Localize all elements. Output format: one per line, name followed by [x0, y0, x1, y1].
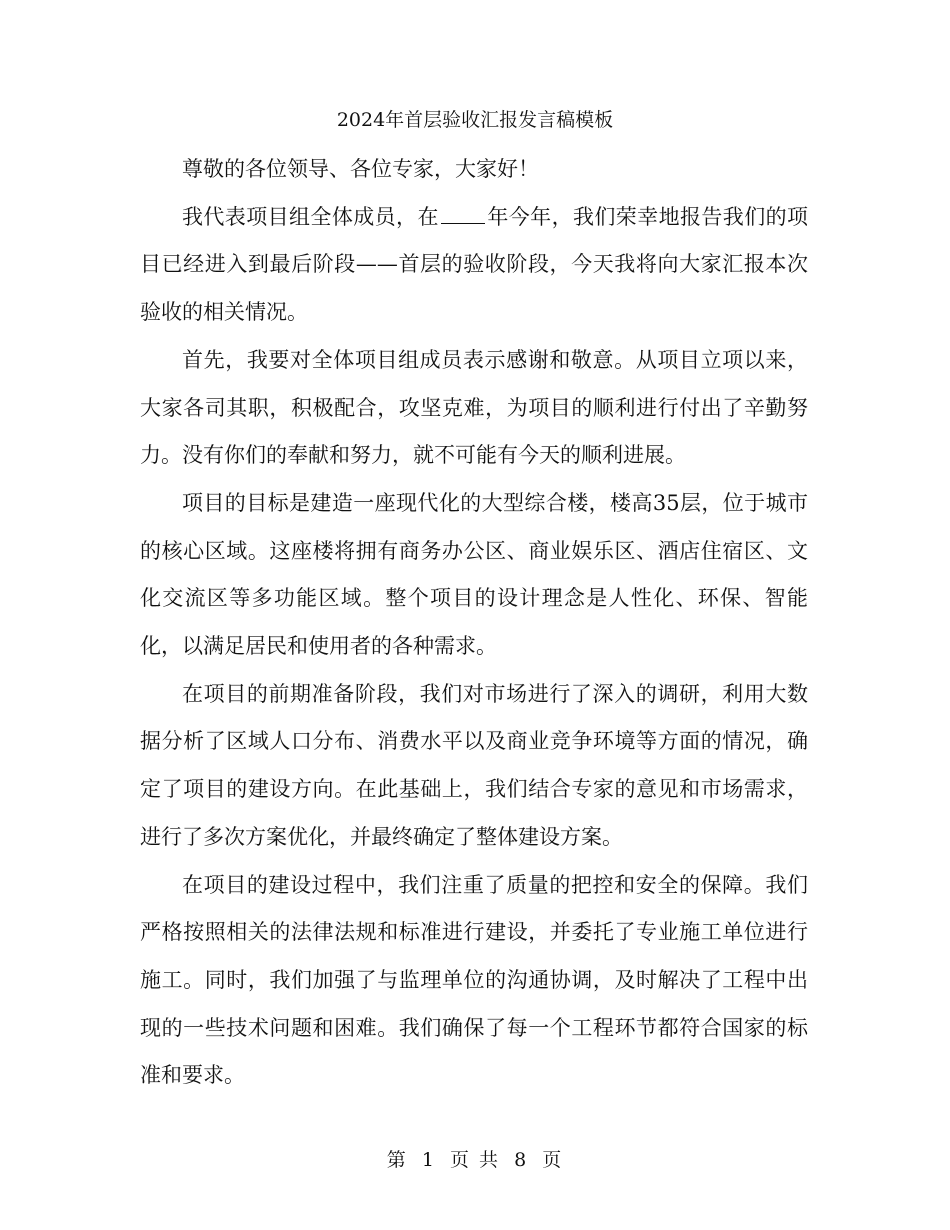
body-paragraph: 项目的目标是建造一座现代化的大型综合楼，楼高35层，位于城市的核心区域。这座楼将拥有商务办公区、商业娱乐区、酒店住宿区、文化交流区等多功能区域。整个项目的设计理念是人性化、环保、智能化，以满足居民和使用者的各种需求。 — [140, 490, 808, 659]
page-footer — [0, 1146, 950, 1174]
footer-prefix: 第 — [386, 1149, 408, 1171]
year-blank-field — [441, 201, 485, 224]
body-paragraph: 在项目的建设过程中，我们注重了质量的把控和安全的保障。我们严格按照相关的法律法规和标准进行建设，并委托了专业施工单位进行施工。同时，我们加强了与监理单位的沟通协调，及时解决了工程中出现的一些技术问题和困难。我们确保了每一个工程环节都符合国家的标准和要求。 — [140, 872, 808, 1088]
intro-text-end: 年今年，我们荣幸地报告我们的项目已经进入到最后阶段——首层的验收阶段，今天我将向大家汇报本次验收的相关情况。 — [140, 204, 809, 325]
document-title: 2024年首层验收汇报发言稿模板 — [336, 109, 614, 131]
total-pages-number: 8 — [514, 1149, 529, 1171]
intro-text-start: 我代表项目组全体成员，在 — [182, 204, 439, 229]
intro-paragraph — [140, 194, 808, 337]
body-paragraph: 首先，我要对全体项目组成员表示感谢和敬意。从项目立项以来，大家各司其职，积极配合，攻坚克难，为项目的顺利进行付出了辛勤努力。没有你们的奉献和努力，就不可能有今天的顺利进展。 — [140, 347, 808, 468]
salutation-paragraph: 尊敬的各位领导、各位专家，大家好！ — [182, 157, 539, 181]
current-page-number: 1 — [421, 1149, 436, 1171]
footer-middle: 页 共 — [449, 1149, 501, 1171]
footer-suffix: 页 — [542, 1149, 564, 1171]
body-paragraph: 在项目的前期准备阶段，我们对市场进行了深入的调研，利用大数据分析了区域人口分布、消费水平以及商业竞争环境等方面的情况，确定了项目的建设方向。在此基础上，我们结合专家的意见和市场需求，进行了多次方案优化，并最终确定了整体建设方案。 — [140, 681, 808, 849]
document-body — [140, 146, 808, 1100]
